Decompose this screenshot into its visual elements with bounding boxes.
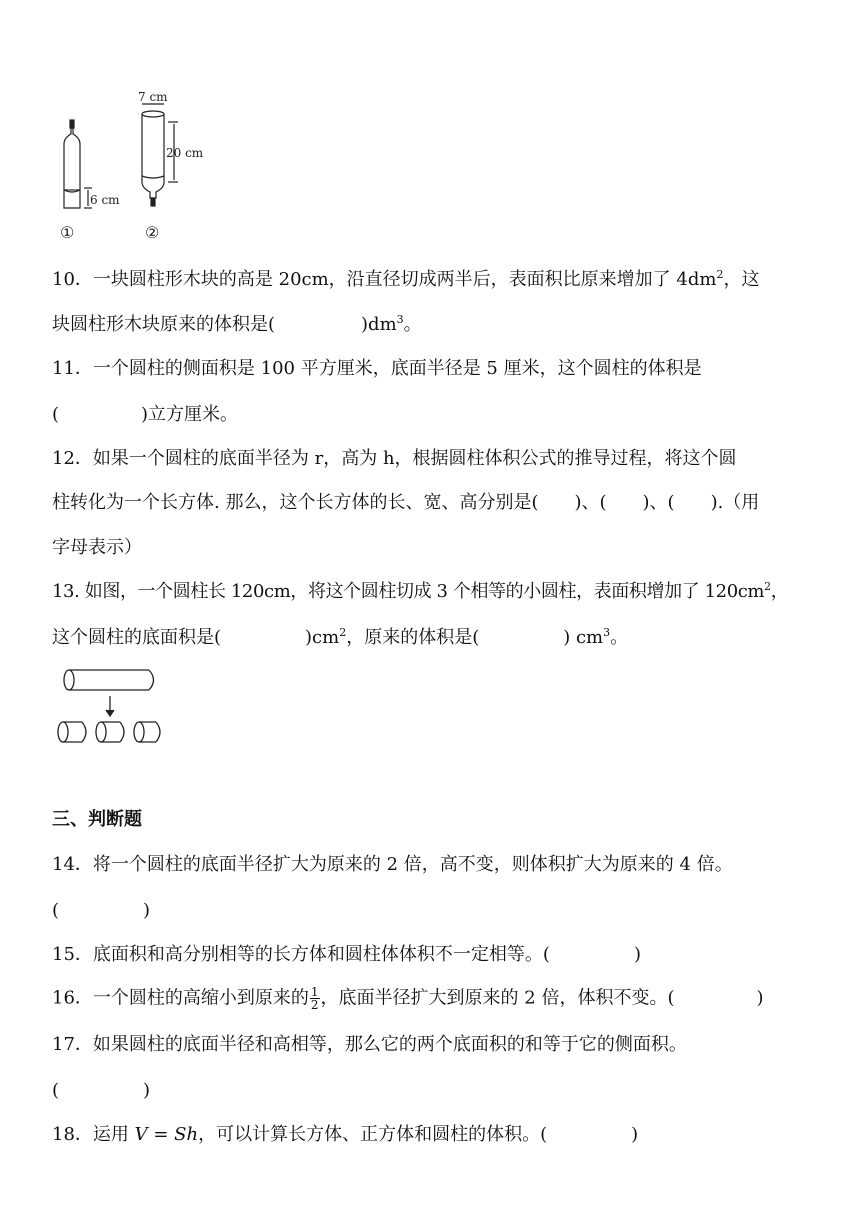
q12-line1: 12．如果一个圆柱的底面半径为 r，高为 h，根据圆柱体积公式的推导过程，将这个圆 (52, 448, 737, 469)
figure-label-2: ② (145, 223, 160, 242)
q12-line2: 柱转化为一个长方体. 那么，这个长方体的长、宽、高分别是( )、( )、( ).（用 (52, 492, 760, 513)
q13-line2: 这个圆柱的底面积是( )$cm^2$，原来的体积是( ) $cm^3$。 (52, 626, 629, 648)
figure-label-1: ① (60, 223, 75, 242)
q11-line1: 11．一个圆柱的侧面积是 100 平方厘米，底面半径是 5 厘米，这个圆柱的体积是 (52, 358, 702, 379)
bottle-figure (44, 86, 224, 246)
q16-line: 16．一个圆柱的高缩小到原来的 $\frac{1}{2}$ ，底面半径扩大到原来的 2 倍，体积不变。( ) (52, 985, 764, 1012)
q12-line3: 字母表示） (52, 537, 142, 558)
small-cylinder-2 (96, 722, 124, 742)
volume-formula: V = Sh (134, 1124, 199, 1145)
dim-20cm-label: 20 cm (166, 146, 204, 160)
q14-line1: 14．将一个圆柱的底面半径扩大为原来的 2 倍，高不变，则体积扩大为原来的 4 倍。 (52, 854, 733, 875)
down-arrow-icon (106, 696, 114, 716)
q10-line2: 块圆柱形木块原来的体积是( )$dm^3$。 (52, 313, 422, 335)
q15-line: 15．底面积和高分别相等的长方体和圆柱体体积不一定相等。( ) (52, 944, 641, 965)
fraction-one-half: $\frac{1}{2}$ (310, 985, 319, 1012)
bottle-1 (64, 120, 92, 208)
small-cylinder-1 (58, 722, 86, 742)
long-cylinder (64, 670, 154, 690)
q11-line2: ( )立方厘米。 (52, 404, 239, 425)
dim-6cm-label: 6 cm (90, 193, 120, 207)
dim-7cm-label: 7 cm (138, 90, 168, 104)
small-cylinder-3 (134, 722, 160, 742)
cylinder-cut-figure (54, 664, 174, 748)
q17-line1: 17．如果圆柱的底面半径和高相等，那么它的两个底面积的和等于它的侧面积。 (52, 1034, 687, 1055)
section-title: 三、判断题 (52, 809, 142, 830)
q17-line2: ( ) (52, 1080, 151, 1101)
q14-line2: ( ) (52, 900, 151, 921)
q18-line: 18．运用 V = Sh，可以计算长方体、正方体和圆柱的体积。( ) (52, 1124, 639, 1145)
q10-line1: 10．一块圆柱形木块的高是 20cm，沿直径切成两半后，表面积比原来增加了 $4dm^2$，这 (52, 268, 760, 290)
q13-line1: 13. 如图，一个圆柱长 120cm，将这个圆柱切成 3 个相等的小圆柱，表面积增加了 $120cm^2$， (52, 580, 789, 602)
